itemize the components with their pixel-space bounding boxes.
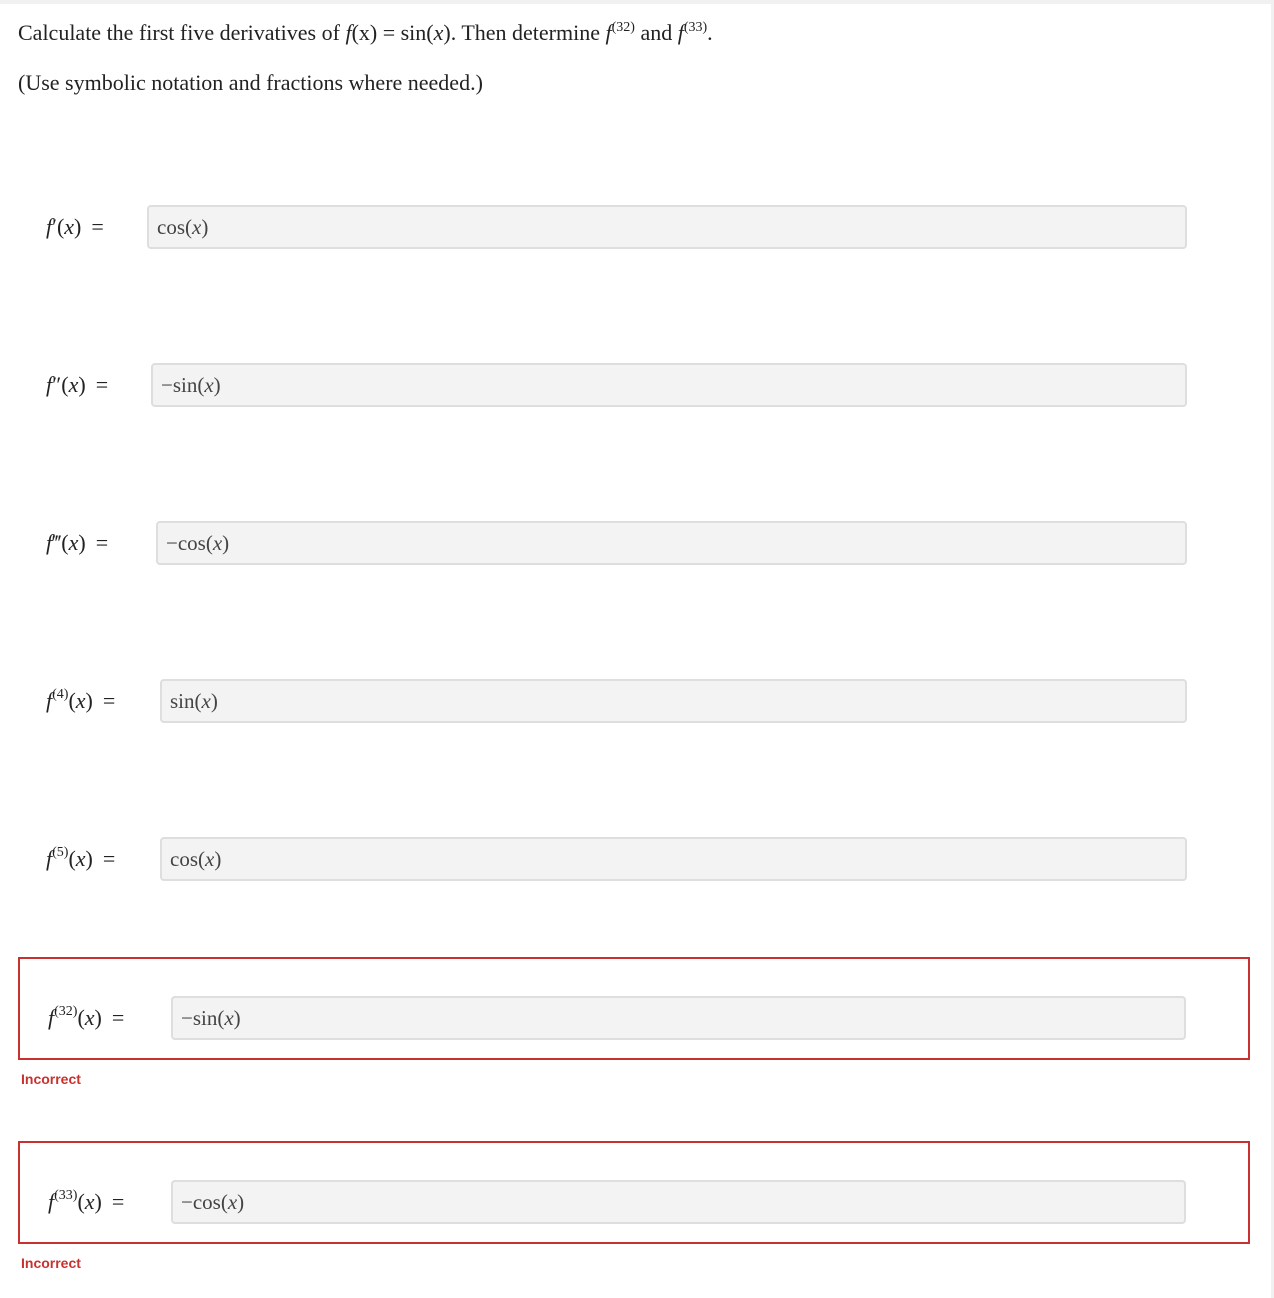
feedback-incorrect: Incorrect <box>21 1071 81 1087</box>
answer-field-33[interactable]: −cos(x) <box>171 1180 1186 1224</box>
answer-field-5[interactable]: cos(x) <box>160 837 1187 881</box>
derivative-row-32 <box>0 996 1274 1040</box>
answer-field-32[interactable]: −sin(x) <box>171 996 1186 1040</box>
derivative-label: f‴(x) = <box>46 530 109 555</box>
top-border <box>0 0 1274 4</box>
derivative-label: $f^{(4)}(x)$ = <box>46 687 116 713</box>
derivative-row-33 <box>0 1180 1274 1224</box>
answer-field-1[interactable]: cos(x) <box>147 205 1187 249</box>
derivative-row-1 <box>0 205 1274 249</box>
feedback-incorrect: Incorrect <box>21 1255 81 1271</box>
derivative-label: $f^{(5)}(x)$ = <box>46 845 116 871</box>
derivative-row-4 <box>0 679 1274 723</box>
answer-field-4[interactable]: sin(x) <box>160 679 1187 723</box>
derivative-label: f′(x) = <box>46 214 104 239</box>
derivative-label: f″(x) = <box>46 372 109 397</box>
question-prompt: Calculate the first five derivatives of f(x) = sin(x). Then determine $f^{(32)}$ and $f^{(33)}$. <box>18 20 713 45</box>
derivative-row-3 <box>0 521 1274 565</box>
answer-field-3[interactable]: −cos(x) <box>156 521 1187 565</box>
derivative-row-5 <box>0 837 1274 881</box>
derivative-label: $f^{(32)}(x)$ = <box>48 1004 125 1030</box>
derivative-row-2 <box>0 363 1274 407</box>
derivative-label: $f^{(33)}(x)$ = <box>48 1188 125 1214</box>
instruction-note: (Use symbolic notation and fractions where needed.) <box>18 70 483 95</box>
answer-field-2[interactable]: −sin(x) <box>151 363 1187 407</box>
